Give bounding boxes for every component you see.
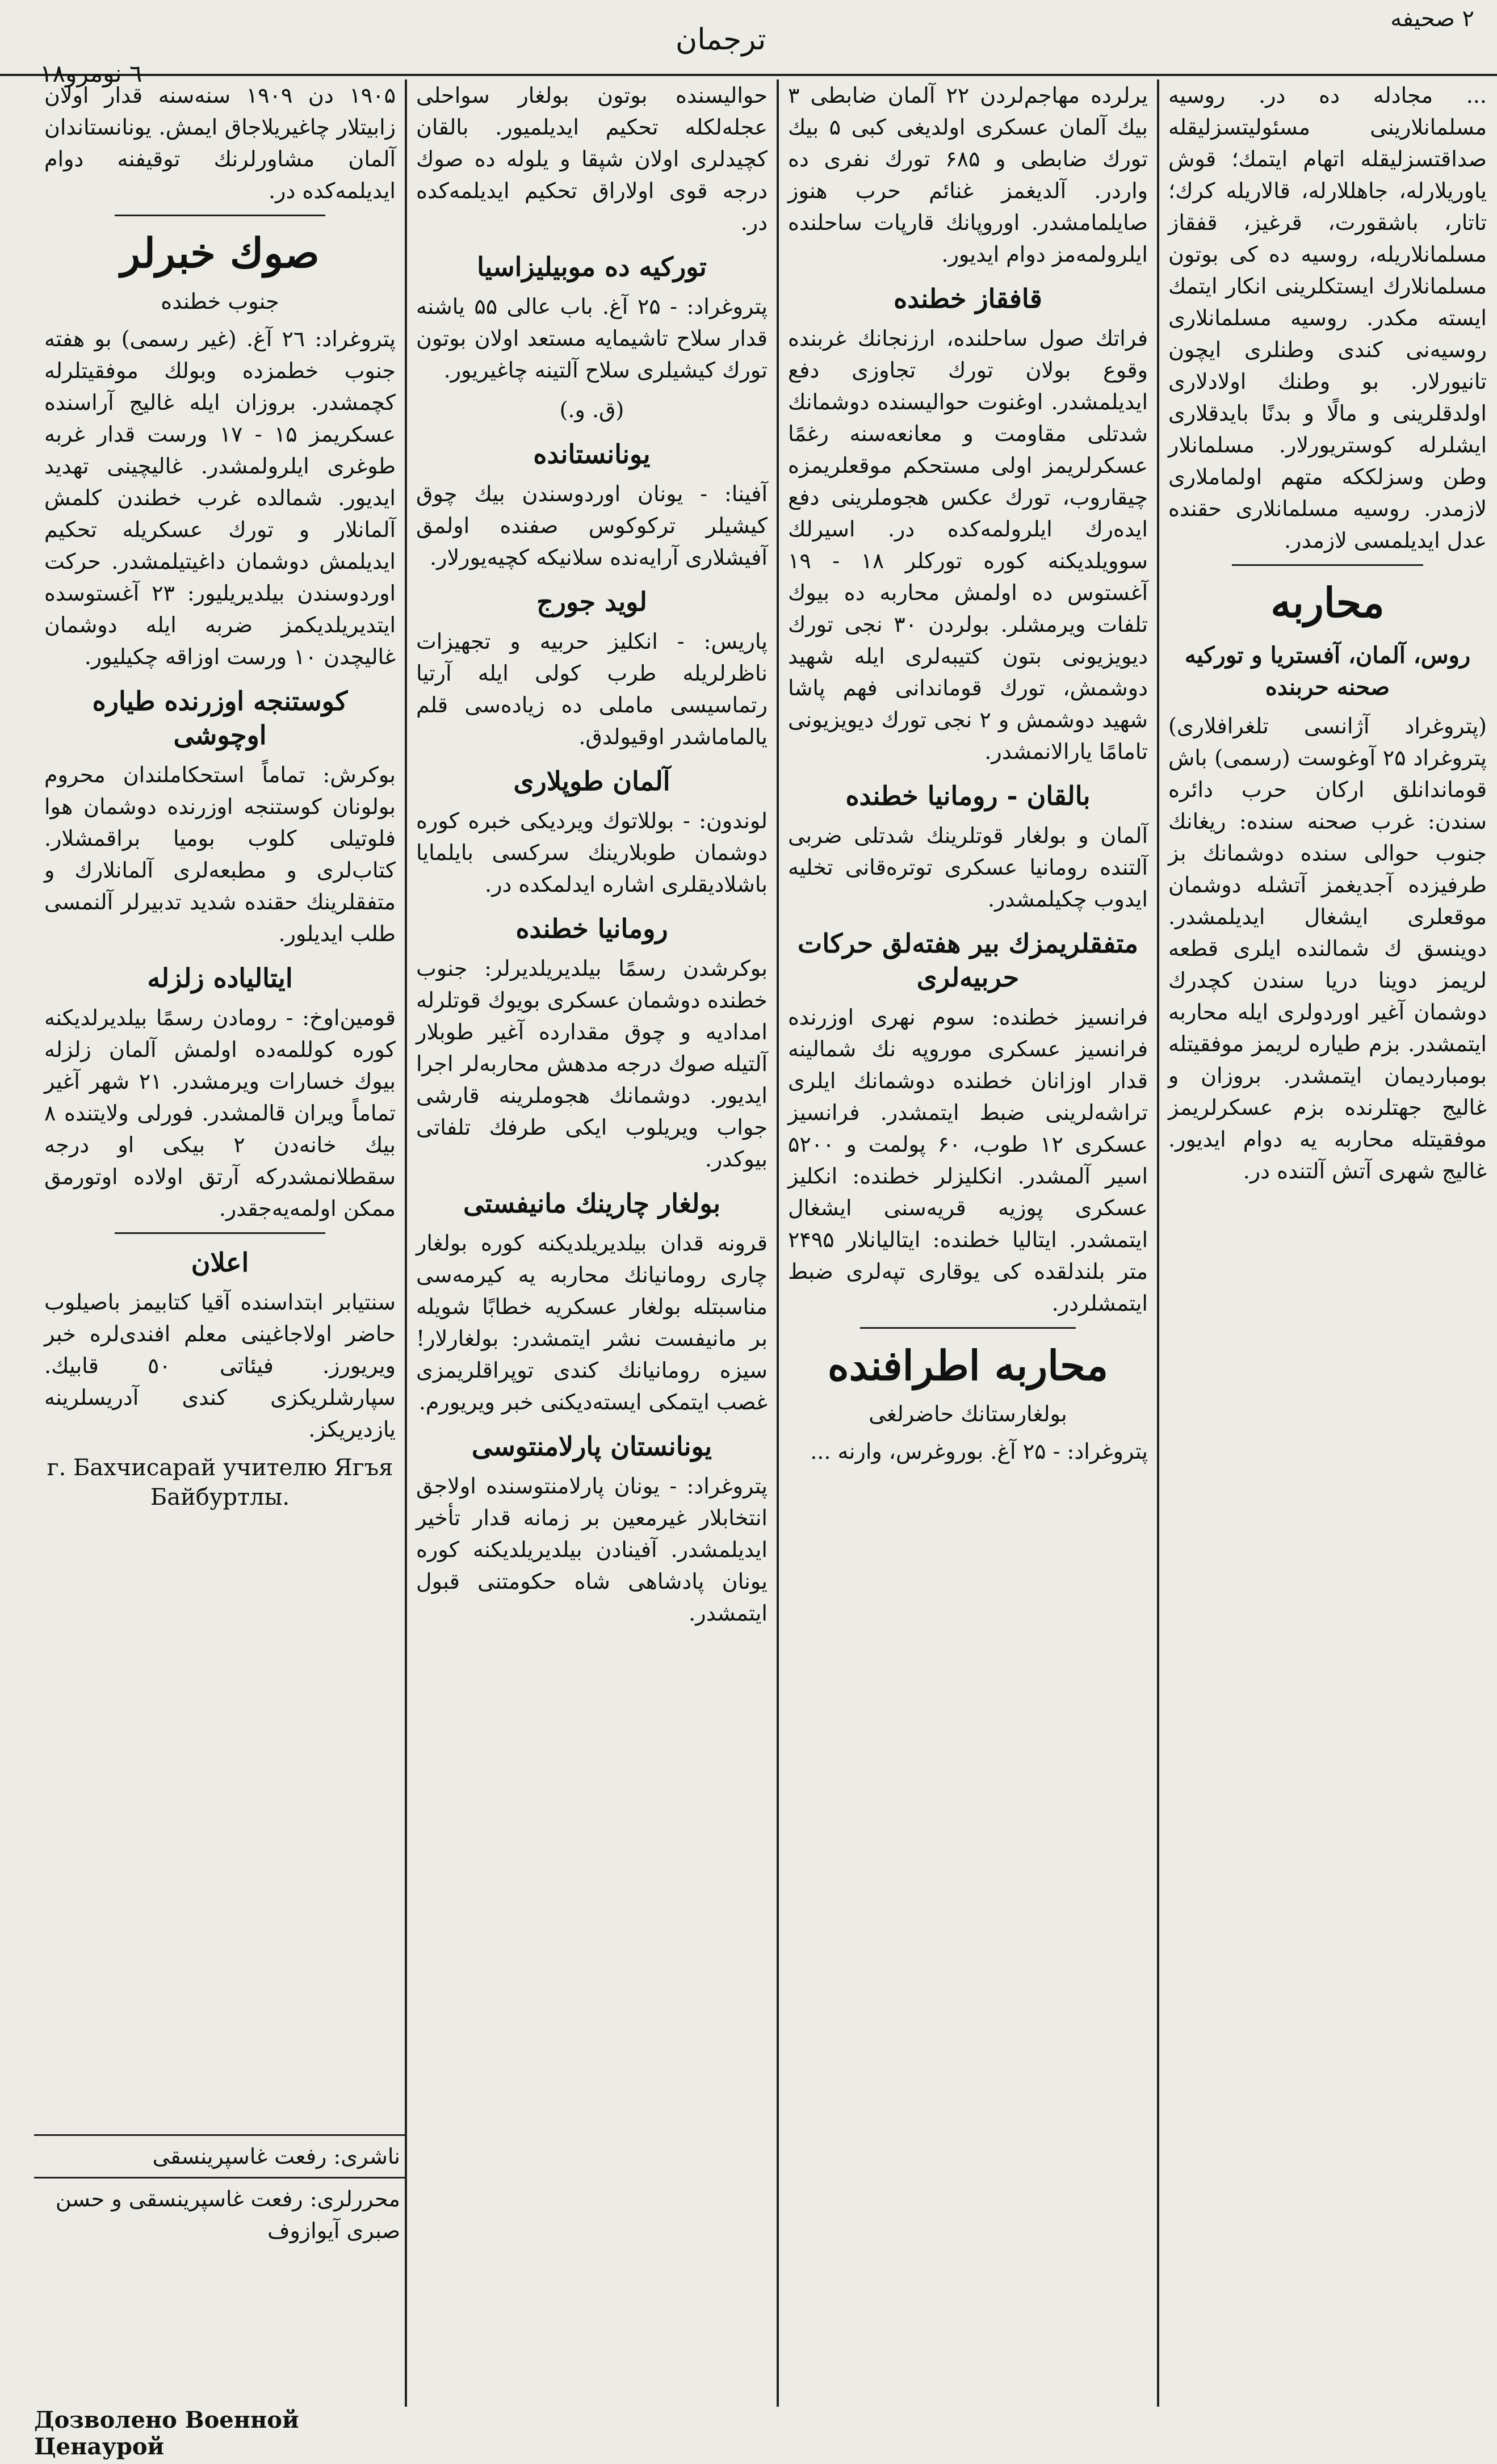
russian-address: г. Бахчисарай учителю Ягъя Байбуртлы. bbox=[47, 1455, 393, 1510]
section-signature: (ق. و.) bbox=[559, 397, 624, 422]
section-body-caucasus: فراتك صول ساحلنده، ارزنجانك غربنده وقوع بولان تورك تجاوزى دفع ايديلمشدر. اوغنوت حواليسنده دوشمانك شدتلى مقاومت و معانعه‌سنه رغمًا عسكرلريمز اولى مستحكم موقعلريمزه چيقاروب، تورك عكس هجوملرينى دفع ايده‌رك ايلرولمه‌كده در. اسيرلك سوويلديكنه كوره توركلر ۱۸ - ۱۹ آغستوس ده اولمش محاربه ده بيوك تلفات ويرمشلر. بولردن ۳۰ نجى تورك ديويزيونى بتون كتيبه‌لرى ايله شهيد دوشمش، تورك قوماندانى فهم پاشا شهيد دوشمش و ۲ نجى تورك ديويزيونى تامامًا يارالانمشدر. bbox=[788, 326, 1148, 764]
publisher-row bbox=[34, 2134, 406, 2177]
section-title-german-guns: آلمان طوپلارى bbox=[513, 766, 670, 796]
section-body-latest-news: پتروغراد: ۲٦ آغ. (غير رسمى) بو هفته جنوب خطمزده وبولك موفقيتلرله كچمشدر. بروزان ايله غاليج آراسنده عسكريمز ۱۵ - ۱۷ ورست قدار غربه طوغرى ايلرولمشدر. غاليچينى تهديد ايديور. شمالده غرب خطندن كلمش آلمانلار و تورك عسكريله تحكيم ايديلمش دوشمان داغيتيلمشدر. حركت اوردوسندن بيلديريليور: ۲۳ آغستوسده ايتديريلديكمز ضربه ايله دوشمان غاليچدن ۱۰ ورست اوزاقه چكيليور. bbox=[44, 326, 396, 669]
section-body-italy-earthquake: قومين‌اوخ: - رومادن رسمًا بيلديرلديكنه كوره كوللمه‌ده اولمش آلمان زلزله بيوك خسارات ويرمشدر. ۲۱ شهر آغير تماماً ويران قالمشدر. فورلى ولايتنده ۸ بيك خانه‌دن ۲ بيكى او درجه سقطلانمشدركه آرتق اولاده اوتورمق ممكن اولمه‌يه‌جقدر. bbox=[44, 1005, 396, 1221]
column-2-intro: يرلرده مهاجم‌لردن ۲۲ آلمان ضابطى ۳ بيك آلمان عسكرى اولديغى كبى ۵ بيك تورك ضابطى و ۶۸۵ تورك نفرى ده واردر. آلديغمز غنائم حرب هنوز صايلمامشدر. اوروپانك قارپات ساحلنده ايلرولمه‌مز دوام ايديور. bbox=[788, 83, 1148, 267]
column-2 bbox=[778, 79, 1158, 2373]
section-title-caucasus: قافقاز خطنده bbox=[894, 283, 1042, 314]
editor-2: حسن صبرى آيوازوف bbox=[55, 2186, 400, 2243]
section-body-announcement: سنتيابر ابتداسنده آقيا كتابيمز باصيلوب حاضر اولاجاغينى معلم افندى‌لره خبر ويريورز. فيئاتى ٥٠ قابيك. سپارشلريكزى كندى آدريسلرينه يازديريكز. bbox=[44, 1290, 396, 1442]
section-body-balkan: آلمان و بولغار قوتلرينك شدتلى ضربى آلتنده رومانيا عسكرى توتره‌قانى تخليه ايدوب چكيلمشدر. bbox=[788, 823, 1148, 912]
section-body-greece: آفينا: - يونان اوردوسندن بيك چوق كيشيلر تركوكوس صفنده اولمق آفيشلارى آرايه‌نده سلانيكه كچيه‌يورلار. bbox=[416, 481, 768, 570]
section-title-allies: متفقلريمزك بير هفته‌لق حركات حربيه‌لرى bbox=[798, 928, 1138, 993]
page-header bbox=[0, 0, 1497, 87]
section-body-around-war: پتروغراد: - ۲۵ آغ. بوروغرس، وارنه ... bbox=[810, 1439, 1148, 1464]
section-body-allies: فرانسيز خطنده: سوم نهرى اوزرنده فرانسيز عسكرى موروپه نك شمالينه قدار اوزانان خطنده دوشمانك ايلرى تراشه‌لرينى ضبط ايتمشدر. فرانسيز عسكرى ۱۲ طوب، ۶۰ پولمت و ۵۲۰۰ اسير آلمشدر. انكليزلر خطنده: انكليز عسكرى پوزيه قريه‌سنى ايشغال ايتمشدر. ايتاليا خطنده: ايتاليانلار ۲۴۹۵ متر بلندلقده كى يوقارى تپه‌لرى ضبط ايتمشلردر. bbox=[788, 1005, 1148, 1316]
section-title-latest-news: صوك خبرلر bbox=[120, 229, 320, 277]
section-title-lloyd-george: لويد جورج bbox=[536, 586, 647, 617]
section-title-greece: يونانستانده bbox=[533, 439, 651, 469]
section-body-bulgar-manifesto: قرونه قدان بيلديريلديكنه كوره بولغار چارى رومانيانك محاربه يه كيرمه‌سى مناسبتله بولغار عسكريه خطابًا شويله بر مانيفست نشر ايتمشدر: بولغارلار! سيزه رومانيانك كندى توپراقلريمزى غصب ايتمكى ايسته‌ديكنى خبر ويريورم. bbox=[416, 1231, 768, 1414]
issue-number: ۱۸٦ نومرو bbox=[40, 60, 142, 87]
section-body-greek-parliament: پتروغراد: - يونان پارلامنتوسنده اولاجق انتخابلار غيرمعين بر زمانه قدار تأخير ايديلمشدر. آفينادن بيلديريلديكنه كوره يونان پادشاهى شاه حكومتنى قبول ايتمشدر. bbox=[416, 1474, 768, 1626]
column-1-intro: ... مجادله ده در. روسيه مسلمانلارينى مسئوليتسزليقله صداقتسزليقله اتهام ايتمك؛ قوش ياوريلارله، جاهللارله، قالاريله كرك؛ تاتار، باشقورت، قرغيز، قفقاز مسلمانلاريله، روسيه ده كى بوتون مسلمانلارك ايستكلرينى انكار ايتمك ايسته مكدر. روسيه مسلمانلارى روسيه‌نى كندى وطنلرى ايچون تانيورلار. بو وطنك اولادلارى اولدقلرينى و مالًا و بدنًا بايدقلارى ايشلرله كوستريورلار. مسلمانلار وطن وسزلككه متهم اولماملارى لازمدر. روسيه مسلمانلارى حقنده عدل ايديلمسى لازمدر. bbox=[1168, 83, 1487, 553]
editors-label: محررلرى: bbox=[309, 2186, 400, 2211]
editor-and: و bbox=[111, 2186, 122, 2211]
page-label: ٢ صحيفه bbox=[1390, 6, 1474, 32]
article-subtitle: روس، آلمان، آفستريا و توركيه صحنه حربنده bbox=[1184, 642, 1471, 700]
section-title-italy-earthquake: ايتالياده زلزله bbox=[147, 963, 293, 993]
divider bbox=[1232, 564, 1423, 566]
section-body-mobilization: پتروغراد: - ۲۵ آغ. باب عالى ۵۵ ياشنه قدار سلاح تاشيمايه مستعد اولان بوتون تورك كيشيلرى سلاح آلتينه چاغيريور. bbox=[416, 294, 768, 383]
section-body-lloyd-george: پاريس: - انكليز حربيه و تجهيزات ناظرلريله طرب كولى ايله آرتيا رتماسيسى ماملى ده زياده‌سى قلم يالماماشدر اوقيولدق. bbox=[416, 629, 768, 749]
section-title-mobilization: توركيه ده موبيليزاسيا bbox=[477, 251, 707, 282]
column-3-intro: حواليسنده بوتون بولغار سواحلى عجله‌لكله تحكيم ايديلميور. بالقان كچيدلرى اولان شپقا و يلوله ده صوك درجه قوى اولاراق تحكيم ايديلمه‌كده در. bbox=[416, 83, 768, 235]
section-title-balkan: بالقان - رومانيا خطنده bbox=[845, 780, 1091, 811]
section-subtitle-bulgaria: بولغارستانك حاضرلغى bbox=[869, 1401, 1067, 1426]
imprint bbox=[34, 2134, 406, 2251]
publisher-name: رفعت غاسپرينسقى bbox=[152, 2144, 327, 2169]
editor-1: رفعت غاسپرينسقى bbox=[128, 2186, 303, 2211]
section-title-bulgar-manifesto: بولغار چارينك مانيفستى bbox=[463, 1188, 720, 1219]
section-subtitle-south: جنوب خطنده bbox=[161, 289, 279, 314]
column-4 bbox=[34, 79, 406, 2123]
section-title-romania-front: رومانيا خطنده bbox=[515, 913, 668, 944]
masthead-title: ترجمان bbox=[676, 23, 766, 57]
censor-line: Дозволено Военной Ценаурой bbox=[34, 2407, 299, 2460]
article-body-war: (پتروغراد آژانسى تلغرافلارى) پتروغراد ۲۵ آوغوست (رسمى) باش قوماندانلق اركان حرب دائره سندن: غرب صحنه سنده: ريغانك جنوب حوالى سنده دوشمانك بز طرفيزده آجديغمز آتشله دوشمان موقعلرى ايشغال ايديلمشدر. دوينسق ك شمالنده ايلرى قطعه لريمز دوينا دريا سندن كچدرك دوشمان آغير اوردولرى ايله محاربه ايتمشدر. بزم طياره لريمز موفقيتله بومبارديمان ايتمشدر. بروزان و غاليج جهتلرنده بزم عسكرلريمز موفقيتله محاربه يه دوام ايديور. غاليج شهرى آتش آلتنده در. bbox=[1168, 713, 1487, 1183]
column-3 bbox=[406, 79, 778, 2373]
section-body-romania-front: بوكرشدن رسمًا بيلديريلديرلر: جنوب خطنده دوشمان عسكرى بويوك قوتلرله امداديه و چوق مقدارده آغير طوبلار آلتيله صوك درجه مدهش محاربه‌لر اجرا ايديور. دوشمانك هجوملرينه قارشى جواب ويريلوب ايكى طرفك تلفاتى بيوكدر. bbox=[416, 956, 768, 1172]
divider bbox=[860, 1327, 1076, 1329]
section-title-around-war: محاربه اطرافنده bbox=[827, 1341, 1109, 1390]
section-title-announcement: اعلان bbox=[191, 1247, 249, 1278]
divider bbox=[115, 1232, 325, 1234]
section-body-german-guns: لوندون: - بوللاتوك ويرديكى خبره كوره دوشمان طوبلارينك سركسى بايلمايا باشلاديقلرى اشاره ايدلمكده در. bbox=[416, 808, 768, 897]
divider bbox=[115, 215, 325, 216]
publisher-label: ناشرى: bbox=[333, 2144, 400, 2169]
article-title-war: محاربه bbox=[1270, 578, 1385, 627]
column-4-intro: ۱۹۰۵ دن ۱۹۰۹ سنه‌سنه قدار اولان زابيتلار چاغيريلاجاق ايمش. يونانستاندان آلمان مشاورلرنك توقيفنه دوام ايديلمه‌كده در. bbox=[44, 83, 396, 203]
section-body-constanta-flight: بوكرش: تماماً استحكاملندان محروم بولونان كوستنجه اوزرنده دوشمان هوا فلوتيلى كلوب بوميا براقمشلار. كتاب‌لرى و مطبعه‌لرى آلمانلارك و متفقلرينك حقنده شديد تدبيرلر آلنمسى طلب ايديلور. bbox=[44, 762, 396, 946]
section-title-greek-parliament: يونانستان پارلامنتوسى bbox=[471, 1431, 712, 1462]
section-title-constanta-flight: كوستنجه اوزرنده طياره اوچوشى bbox=[92, 686, 348, 750]
column-1 bbox=[1158, 79, 1497, 2373]
editors-row bbox=[34, 2177, 406, 2251]
